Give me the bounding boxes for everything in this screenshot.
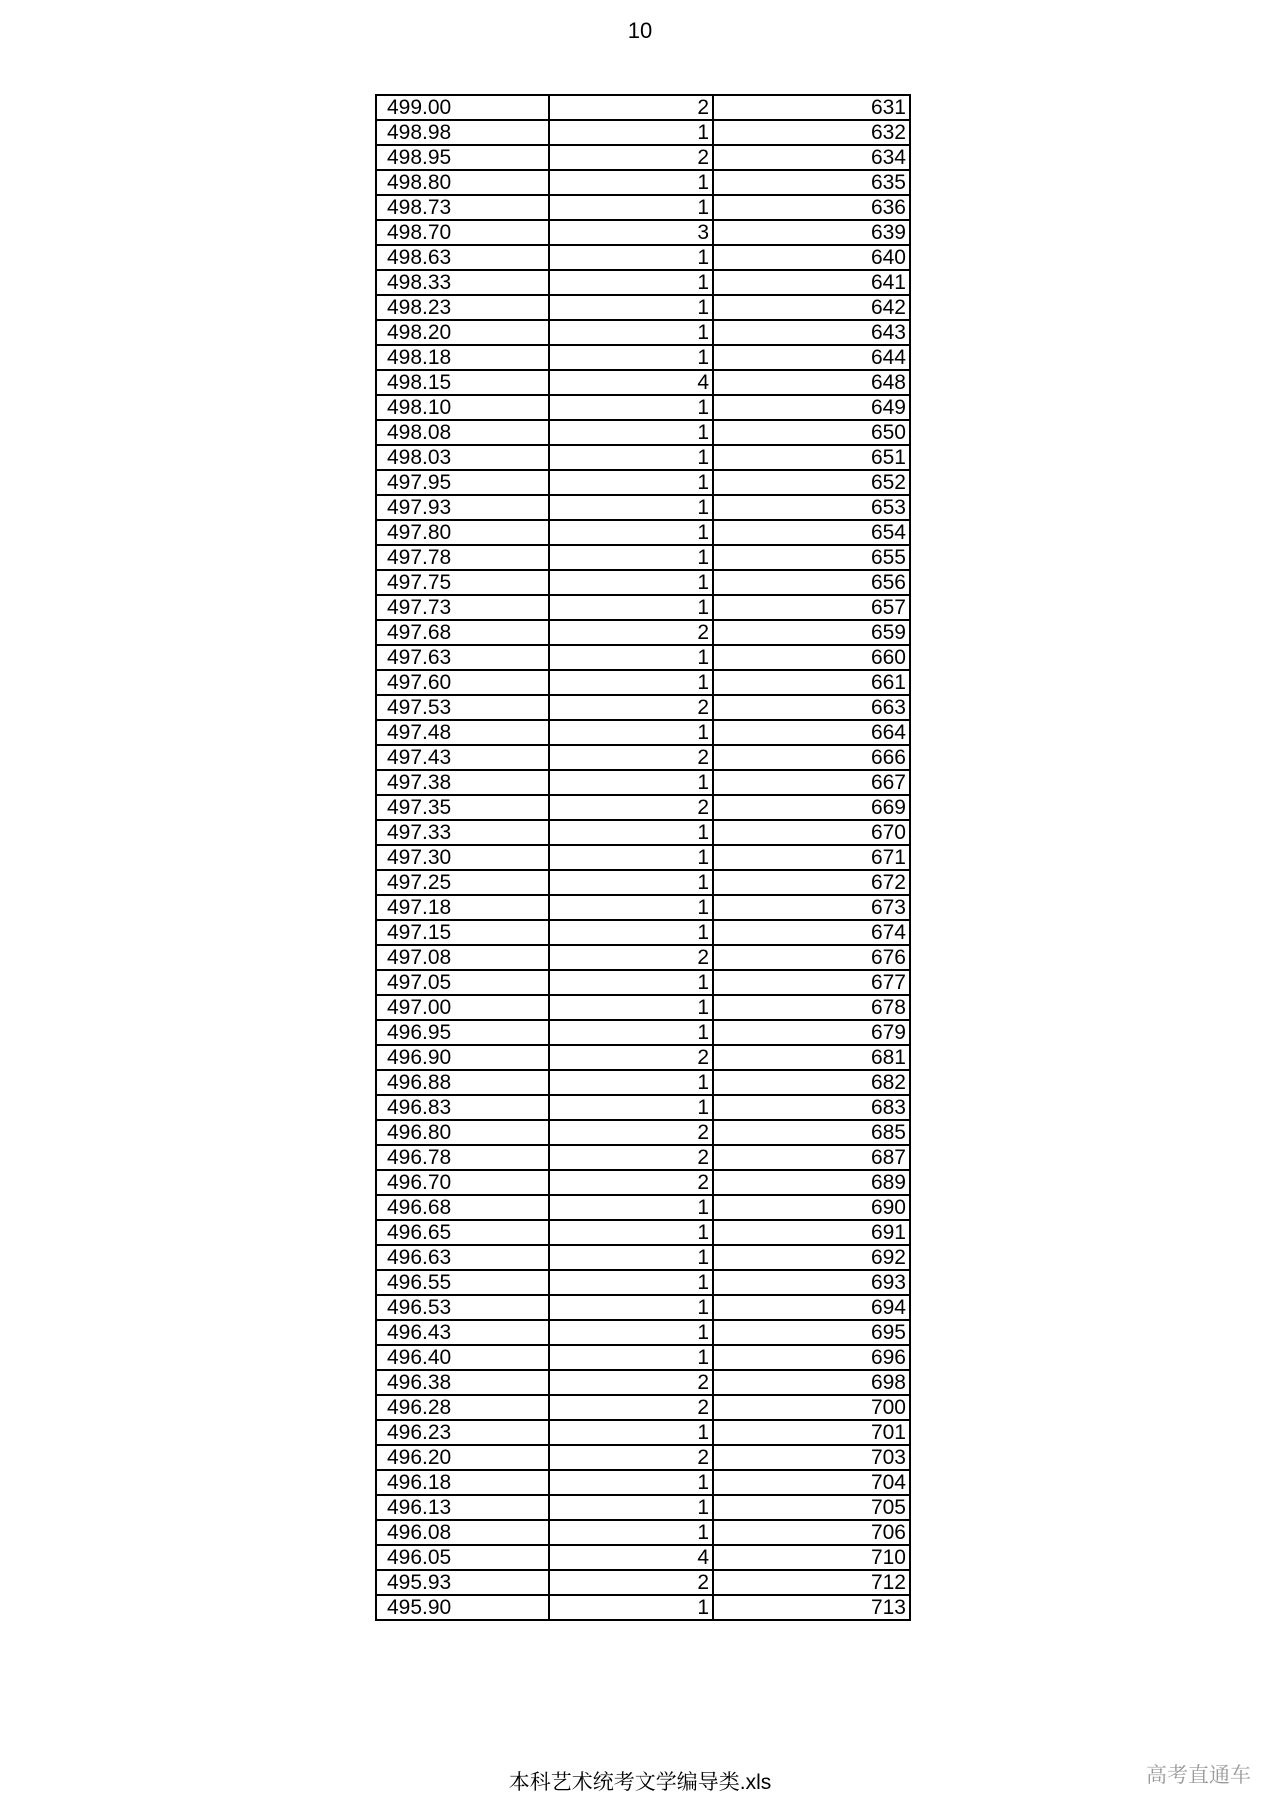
table-row [376,1070,910,1095]
score-cell: 498.80 [376,170,549,195]
score-cell: 496.38 [376,1370,549,1395]
cumulative-cell: 673 [713,895,910,920]
count-cell: 1 [549,470,713,495]
score-cell: 496.95 [376,1020,549,1045]
count-cell: 3 [549,220,713,245]
table-row [376,1320,910,1345]
cumulative-cell: 706 [713,1520,910,1545]
table-row [376,345,910,370]
score-cell: 497.95 [376,470,549,495]
table-row [376,245,910,270]
score-cell: 496.90 [376,1045,549,1070]
table-row [376,1470,910,1495]
score-cell: 497.38 [376,770,549,795]
score-cell: 498.63 [376,245,549,270]
cumulative-cell: 657 [713,595,910,620]
table-row [376,645,910,670]
cumulative-cell: 650 [713,420,910,445]
count-cell: 2 [549,1445,713,1470]
count-cell: 1 [549,570,713,595]
score-table-container [375,94,909,1621]
cumulative-cell: 671 [713,845,910,870]
cumulative-cell: 667 [713,770,910,795]
score-cell: 496.18 [376,1470,549,1495]
count-cell: 1 [549,895,713,920]
table-row [376,570,910,595]
table-row [376,795,910,820]
cumulative-cell: 639 [713,220,910,245]
count-cell: 1 [549,1520,713,1545]
table-row [376,845,910,870]
score-cell: 496.70 [376,1170,549,1195]
count-cell: 1 [549,1195,713,1220]
score-cell: 497.08 [376,945,549,970]
cumulative-cell: 635 [713,170,910,195]
table-row [376,1045,910,1070]
cumulative-cell: 710 [713,1545,910,1570]
count-cell: 1 [549,920,713,945]
table-row [376,520,910,545]
score-cell: 498.03 [376,445,549,470]
table-row [376,920,910,945]
cumulative-cell: 690 [713,1195,910,1220]
cumulative-cell: 659 [713,620,910,645]
count-cell: 1 [549,245,713,270]
table-row [376,670,910,695]
table-row [376,870,910,895]
cumulative-cell: 704 [713,1470,910,1495]
count-cell: 1 [549,320,713,345]
table-row [376,1570,910,1595]
table-row [376,1220,910,1245]
cumulative-cell: 651 [713,445,910,470]
table-row [376,1145,910,1170]
count-cell: 1 [549,1245,713,1270]
count-cell: 1 [549,1595,713,1620]
count-cell: 1 [549,995,713,1020]
cumulative-cell: 695 [713,1320,910,1345]
cumulative-cell: 631 [713,95,910,120]
score-cell: 497.73 [376,595,549,620]
score-cell: 497.43 [376,745,549,770]
cumulative-cell: 664 [713,720,910,745]
count-cell: 1 [549,770,713,795]
score-cell: 496.20 [376,1445,549,1470]
count-cell: 2 [549,620,713,645]
table-row [376,470,910,495]
count-cell: 2 [549,95,713,120]
table-row [376,945,910,970]
count-cell: 2 [549,1045,713,1070]
score-cell: 496.13 [376,1495,549,1520]
table-row [376,1120,910,1145]
cumulative-cell: 674 [713,920,910,945]
table-row [376,295,910,320]
score-cell: 496.23 [376,1420,549,1445]
count-cell: 1 [549,395,713,420]
cumulative-cell: 649 [713,395,910,420]
cumulative-cell: 701 [713,1420,910,1445]
cumulative-cell: 696 [713,1345,910,1370]
score-table [375,94,911,1621]
count-cell: 2 [549,1395,713,1420]
table-row [376,745,910,770]
cumulative-cell: 689 [713,1170,910,1195]
count-cell: 4 [549,1545,713,1570]
cumulative-cell: 698 [713,1370,910,1395]
table-row [376,1095,910,1120]
score-cell: 497.80 [376,520,549,545]
cumulative-cell: 670 [713,820,910,845]
table-row [376,120,910,145]
table-row [376,145,910,170]
table-row [376,1445,910,1470]
score-table-body [376,95,910,1620]
cumulative-cell: 654 [713,520,910,545]
cumulative-cell: 692 [713,1245,910,1270]
cumulative-cell: 656 [713,570,910,595]
cumulative-cell: 632 [713,120,910,145]
score-cell: 497.33 [376,820,549,845]
count-cell: 2 [549,1370,713,1395]
cumulative-cell: 669 [713,795,910,820]
count-cell: 1 [549,1420,713,1445]
count-cell: 4 [549,370,713,395]
cumulative-cell: 640 [713,245,910,270]
table-row [376,495,910,520]
table-row [376,820,910,845]
count-cell: 1 [549,1320,713,1345]
count-cell: 1 [549,1270,713,1295]
count-cell: 2 [549,695,713,720]
cumulative-cell: 648 [713,370,910,395]
score-cell: 498.10 [376,395,549,420]
cumulative-cell: 643 [713,320,910,345]
table-row [376,770,910,795]
cumulative-cell: 634 [713,145,910,170]
score-cell: 498.20 [376,320,549,345]
score-cell: 496.28 [376,1395,549,1420]
score-cell: 496.53 [376,1295,549,1320]
score-cell: 496.68 [376,1195,549,1220]
table-row [376,1270,910,1295]
score-cell: 497.60 [376,670,549,695]
score-cell: 498.18 [376,345,549,370]
count-cell: 1 [549,970,713,995]
count-cell: 2 [549,1570,713,1595]
cumulative-cell: 691 [713,1220,910,1245]
count-cell: 1 [549,1220,713,1245]
table-row [376,1395,910,1420]
score-cell: 497.93 [376,495,549,520]
cumulative-cell: 693 [713,1270,910,1295]
count-cell: 1 [549,545,713,570]
cumulative-cell: 663 [713,695,910,720]
cumulative-cell: 687 [713,1145,910,1170]
count-cell: 1 [549,670,713,695]
table-row [376,445,910,470]
table-row [376,1545,910,1570]
cumulative-cell: 676 [713,945,910,970]
cumulative-cell: 700 [713,1395,910,1420]
table-row [376,1420,910,1445]
cumulative-cell: 677 [713,970,910,995]
score-cell: 498.73 [376,195,549,220]
count-cell: 2 [549,1145,713,1170]
table-row [376,1345,910,1370]
count-cell: 1 [549,1020,713,1045]
count-cell: 1 [549,1345,713,1370]
count-cell: 1 [549,720,713,745]
cumulative-cell: 683 [713,1095,910,1120]
count-cell: 1 [549,845,713,870]
table-row [376,970,910,995]
score-cell: 497.00 [376,995,549,1020]
count-cell: 1 [549,1470,713,1495]
score-cell: 497.25 [376,870,549,895]
table-row [376,1495,910,1520]
cumulative-cell: 660 [713,645,910,670]
count-cell: 1 [549,1070,713,1095]
count-cell: 1 [549,1095,713,1120]
score-cell: 496.40 [376,1345,549,1370]
score-cell: 497.68 [376,620,549,645]
table-row [376,1020,910,1045]
score-cell: 498.95 [376,145,549,170]
table-row [376,370,910,395]
table-row [376,1295,910,1320]
cumulative-cell: 644 [713,345,910,370]
table-row [376,995,910,1020]
cumulative-cell: 672 [713,870,910,895]
score-cell: 497.15 [376,920,549,945]
score-cell: 498.70 [376,220,549,245]
count-cell: 1 [549,420,713,445]
cumulative-cell: 666 [713,745,910,770]
page-number: 10 [627,18,653,43]
score-cell: 498.08 [376,420,549,445]
cumulative-cell: 681 [713,1045,910,1070]
cumulative-cell: 694 [713,1295,910,1320]
score-cell: 497.30 [376,845,549,870]
table-row [376,1520,910,1545]
score-cell: 497.53 [376,695,549,720]
count-cell: 1 [549,520,713,545]
table-row [376,1245,910,1270]
score-cell: 496.80 [376,1120,549,1145]
cumulative-cell: 636 [713,195,910,220]
score-cell: 496.63 [376,1245,549,1270]
cumulative-cell: 682 [713,1070,910,1095]
score-cell: 495.90 [376,1595,549,1620]
table-row [376,170,910,195]
table-row [376,1195,910,1220]
score-cell: 496.65 [376,1220,549,1245]
count-cell: 1 [549,820,713,845]
table-row [376,895,910,920]
score-cell: 498.98 [376,120,549,145]
count-cell: 1 [549,1495,713,1520]
cumulative-cell: 678 [713,995,910,1020]
score-cell: 496.08 [376,1520,549,1545]
cumulative-cell: 655 [713,545,910,570]
table-row [376,1595,910,1620]
cumulative-cell: 641 [713,270,910,295]
score-cell: 498.15 [376,370,549,395]
count-cell: 1 [549,345,713,370]
score-cell: 496.88 [376,1070,549,1095]
score-cell: 496.05 [376,1545,549,1570]
cumulative-cell: 685 [713,1120,910,1145]
table-row [376,620,910,645]
count-cell: 1 [549,595,713,620]
score-cell: 496.78 [376,1145,549,1170]
count-cell: 1 [549,495,713,520]
score-cell: 497.78 [376,545,549,570]
count-cell: 2 [549,1170,713,1195]
cumulative-cell: 703 [713,1445,910,1470]
score-cell: 496.43 [376,1320,549,1345]
count-cell: 1 [549,120,713,145]
score-cell: 497.05 [376,970,549,995]
cumulative-cell: 661 [713,670,910,695]
count-cell: 2 [549,1120,713,1145]
score-cell: 496.83 [376,1095,549,1120]
table-row [376,1170,910,1195]
table-row [376,720,910,745]
cumulative-cell: 705 [713,1495,910,1520]
score-cell: 495.93 [376,1570,549,1595]
score-cell: 499.00 [376,95,549,120]
score-cell: 497.63 [376,645,549,670]
table-row [376,195,910,220]
cumulative-cell: 679 [713,1020,910,1045]
count-cell: 1 [549,870,713,895]
footer-file-name: 本科艺术统考文学编导类.xls [508,1771,772,1794]
score-cell: 497.75 [376,570,549,595]
count-cell: 1 [549,295,713,320]
score-cell: 498.23 [376,295,549,320]
score-cell: 498.33 [376,270,549,295]
cumulative-cell: 713 [713,1595,910,1620]
cumulative-cell: 712 [713,1570,910,1595]
count-cell: 1 [549,1295,713,1320]
cumulative-cell: 653 [713,495,910,520]
table-row [376,420,910,445]
score-cell: 497.18 [376,895,549,920]
table-row [376,545,910,570]
score-cell: 497.35 [376,795,549,820]
table-row [376,595,910,620]
table-row [376,695,910,720]
table-row [376,270,910,295]
count-cell: 2 [549,745,713,770]
table-row [376,1370,910,1395]
table-row [376,95,910,120]
score-cell: 496.55 [376,1270,549,1295]
table-row [376,320,910,345]
count-cell: 2 [549,945,713,970]
count-cell: 1 [549,170,713,195]
count-cell: 2 [549,145,713,170]
cumulative-cell: 652 [713,470,910,495]
count-cell: 1 [549,645,713,670]
cumulative-cell: 642 [713,295,910,320]
count-cell: 1 [549,195,713,220]
table-row [376,395,910,420]
count-cell: 1 [549,445,713,470]
watermark-text: 高考直通车 [1146,1764,1251,1787]
count-cell: 2 [549,795,713,820]
score-cell: 497.48 [376,720,549,745]
table-row [376,220,910,245]
count-cell: 1 [549,270,713,295]
